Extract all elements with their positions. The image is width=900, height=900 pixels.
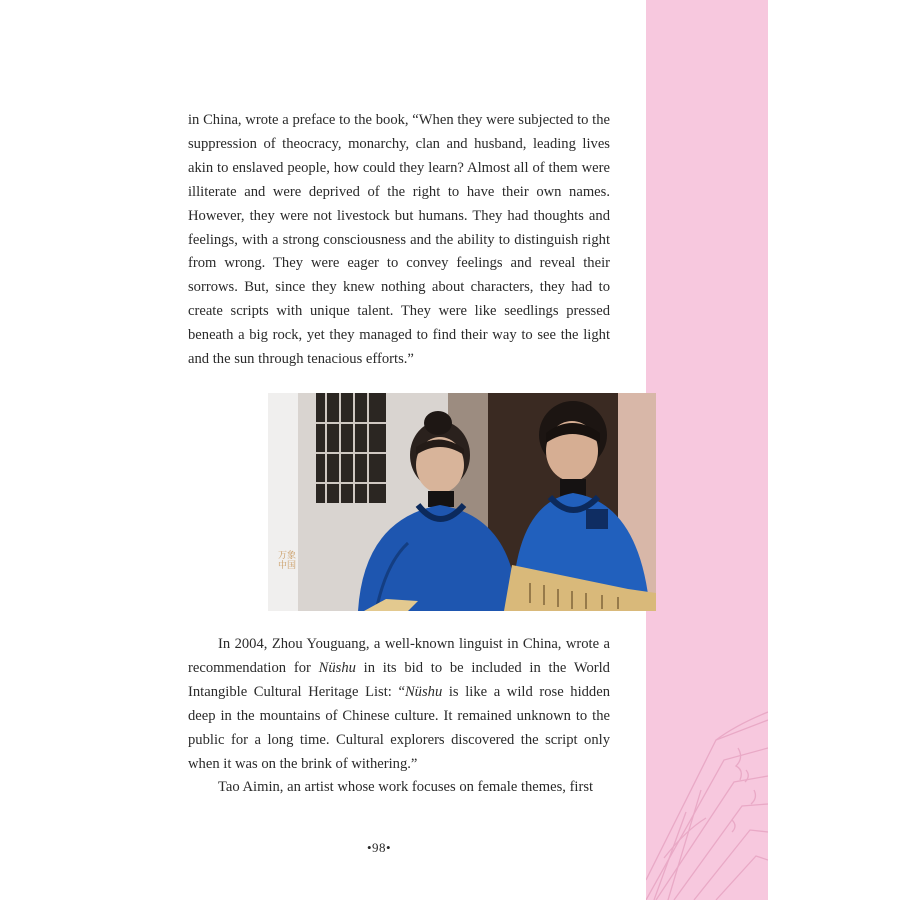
fan-sketch-decoration xyxy=(646,0,768,900)
photo-nushu-women xyxy=(268,393,656,611)
text-segment: in its bid to be included in the World Intangible Cultural Heritage List: “ xyxy=(188,659,610,700)
photo-watermark: 万象中国 xyxy=(278,551,297,571)
preface-quote-paragraph xyxy=(188,109,610,372)
text-segment: In 2004, Zhou Youguang, a well-known linguist in China, wrote a recommendation for xyxy=(188,636,610,676)
term-nushu: Nüshu xyxy=(318,659,356,676)
photo-illustration xyxy=(268,393,656,611)
page-number: •98• xyxy=(366,840,392,855)
paragraph-zhou-youguang xyxy=(188,633,610,776)
term-nushu: Nüshu xyxy=(404,683,443,700)
paragraph-preface: in China, wrote a preface to the book, “When they were subjected to the suppression of theocracy, monarchy, clan and husband, leading lives akin to enslaved people, how could they learn? Almost all of them were illiterate and were deprived of the right to have their own names. However, they were not livestock but humans. They had thoughts and feelings, with a strong consciousness and the ability to distinguish right from wrong. They were eager to convey feelings and reveal their sorrows. But, since they knew nothing about characters, they had to create scripts with unique talent. They were like seedlings pressed beneath a big rock, yet they managed to find their way to see the light and the sun through tenacious efforts.” xyxy=(188,112,610,368)
closing-paragraphs xyxy=(188,633,610,800)
pink-side-band xyxy=(646,0,768,900)
paragraph-tao-aimin: Tao Aimin, an artist whose work focuses on female themes, first xyxy=(218,779,594,796)
text-segment: is like a wild rose hidden deep in the mountains of Chinese culture. It remained unknown to the public for a long time. Cultural explorers discovered the script only when it was on the brink of withering.” xyxy=(188,683,611,772)
